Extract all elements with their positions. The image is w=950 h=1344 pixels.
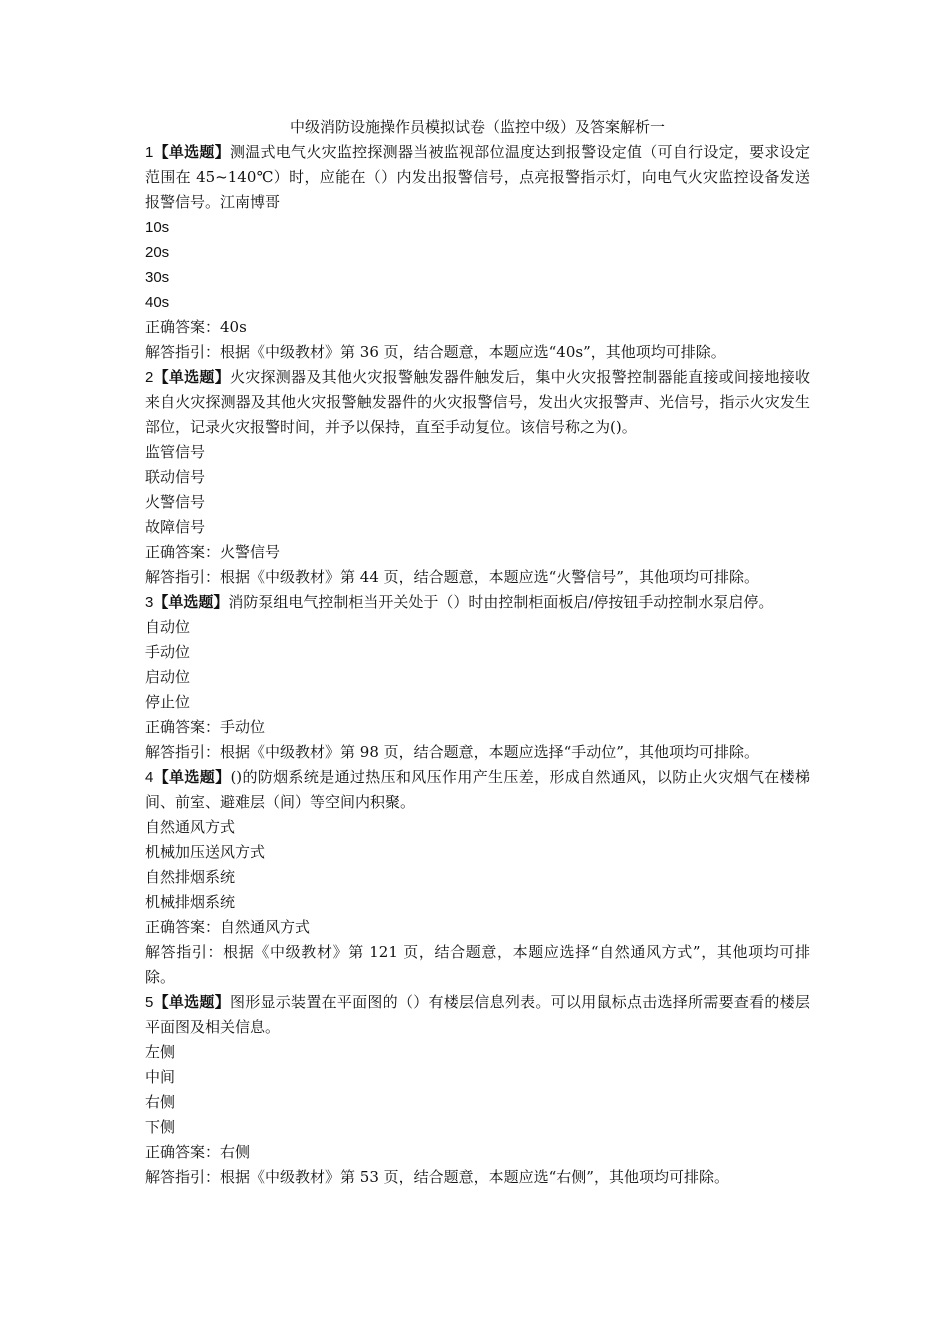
question-type: 【单选题】 [153, 993, 230, 1011]
explanation-text: 根据《中级教材》第 53 页，结合题意，本题应选“右侧”，其他项均可排除。 [220, 1168, 729, 1186]
explanation-label: 解答指引： [145, 343, 221, 361]
answer-value: 火警信号 [220, 543, 281, 561]
option-b: 联动信号 [145, 468, 206, 486]
option-c: 启动位 [145, 668, 191, 686]
explanation [145, 940, 810, 990]
option-d: 停止位 [145, 693, 191, 711]
question-text [145, 140, 810, 215]
question-number: 5 [145, 994, 154, 1011]
option-a: 10s [145, 219, 170, 236]
answer-value: 右侧 [220, 1143, 251, 1161]
explanation [145, 565, 810, 590]
question-stem: 火灾探测器及其他火灾报警触发器件触发后，集中火灾报警控制器能直接或间接地接收来自火灾探测器及其他火灾报警触发器件的火灾报警信号，发出火灾报警声、光信号，指示火灾发生部位，记录火灾报警时间，并予以保持，直至手动复位。该信号称之为()。 [145, 368, 810, 436]
correct-answer [145, 1140, 810, 1165]
question-stem: 测温式电气火灾监控探测器当被监视部位温度达到报警设定值（可自行设定，要求设定范围在 45~140℃）时，应能在（）内发出报警信号，点亮报警指示灯，向电气火灾监控设备发送报警信号。江南博哥 [145, 143, 810, 211]
question-block [145, 990, 810, 1190]
question-number: 4 [145, 769, 154, 786]
explanation-label: 解答指引： [145, 1168, 221, 1186]
question-type: 【单选题】 [153, 368, 230, 386]
question-type: 【单选题】 [153, 593, 229, 611]
explanation-text: 根据《中级教材》第 36 页，结合题意，本题应选“40s”，其他项均可排除。 [220, 343, 726, 361]
question-text [145, 990, 810, 1040]
explanation [145, 1165, 810, 1190]
answer-label: 正确答案： [145, 543, 221, 561]
question-text [145, 765, 810, 815]
explanation-label: 解答指引： [145, 943, 224, 961]
option-d: 下侧 [145, 1118, 176, 1136]
explanation-label: 解答指引： [145, 568, 221, 586]
question-stem: 消防泵组电气控制柜当开关处于（）时由控制柜面板启/停按钮手动控制水泵启停。 [228, 593, 774, 611]
question-number: 1 [145, 144, 154, 161]
question-block [145, 365, 810, 590]
option-a: 左侧 [145, 1043, 176, 1061]
answer-label: 正确答案： [145, 1143, 221, 1161]
question-stem: ()的防烟系统是通过热压和风压作用产生压差，形成自然通风，以防止火灾烟气在楼梯间、前室、避难层（间）等空间内积聚。 [145, 768, 810, 811]
explanation-label: 解答指引： [145, 743, 221, 761]
option-c: 30s [145, 269, 170, 286]
option-d: 故障信号 [145, 518, 206, 536]
question-text [145, 590, 810, 615]
question-block [145, 140, 810, 365]
question-type: 【单选题】 [153, 768, 231, 786]
answer-label: 正确答案： [145, 918, 221, 936]
option-c: 火警信号 [145, 493, 206, 511]
document-title: 中级消防设施操作员模拟试卷（监控中级）及答案解析一 [289, 118, 665, 136]
explanation-text: 根据《中级教材》第 44 页，结合题意，本题应选“火警信号”，其他项均可排除。 [220, 568, 759, 586]
option-b: 机械加压送风方式 [145, 843, 266, 861]
correct-answer [145, 315, 810, 340]
correct-answer [145, 715, 810, 740]
question-number: 3 [145, 594, 154, 611]
answer-value: 自然通风方式 [220, 918, 311, 936]
answer-label: 正确答案： [145, 718, 221, 736]
option-b: 手动位 [145, 643, 191, 661]
answer-label: 正确答案： [145, 318, 221, 336]
answer-value: 手动位 [220, 718, 266, 736]
explanation-text: 根据《中级教材》第 121 页，结合题意，本题应选择“自然通风方式”，其他项均可排除。 [145, 943, 810, 986]
option-c: 右侧 [145, 1093, 176, 1111]
option-b: 20s [145, 244, 170, 261]
question-number: 2 [145, 369, 154, 386]
option-c: 自然排烟系统 [145, 868, 236, 886]
explanation [145, 740, 810, 765]
explanation [145, 340, 810, 365]
question-block [145, 765, 810, 990]
option-a: 监管信号 [145, 443, 206, 461]
question-text [145, 365, 810, 440]
document-page [145, 115, 810, 1190]
correct-answer [145, 540, 810, 565]
question-type: 【单选题】 [153, 143, 230, 161]
correct-answer [145, 915, 810, 940]
option-d: 40s [145, 294, 170, 311]
explanation-text: 根据《中级教材》第 98 页，结合题意，本题应选择“手动位”，其他项均可排除。 [220, 743, 759, 761]
question-stem: 图形显示装置在平面图的（）有楼层信息列表。可以用鼠标点击选择所需要查看的楼层平面图及相关信息。 [145, 993, 810, 1036]
option-a: 自然通风方式 [145, 818, 236, 836]
answer-value: 40s [220, 318, 247, 336]
option-d: 机械排烟系统 [145, 893, 236, 911]
option-b: 中间 [145, 1068, 176, 1086]
question-block [145, 590, 810, 765]
option-a: 自动位 [145, 618, 191, 636]
